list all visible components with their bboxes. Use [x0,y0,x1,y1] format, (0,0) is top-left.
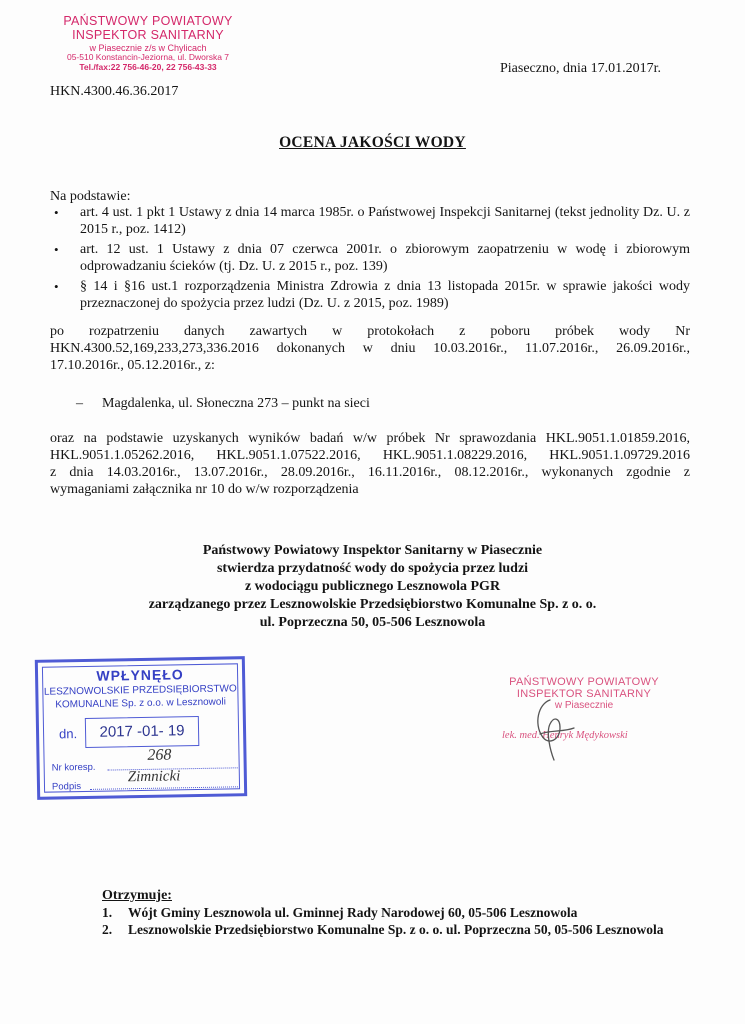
header-stamp-phone: Tel./fax:22 756-46-20, 22 756-43-33 [79,61,217,72]
recipient-number: 2. [102,922,113,937]
recipient-item [102,921,663,938]
legal-basis-item: • § 14 i §16 ust.1 rozporządzenia Ministra Zdrowia z dnia 13 listopada 2015r. w sprawie jakości wody przeznaczonej do spożycia przez ludzi (Dz. U. z 2015, poz. 1989) [50,278,690,312]
recipient-item [102,904,663,921]
header-stamp-address: 05-510 Konstancin-Jeziorna, ul. Dworska 7 [66,52,230,63]
decision-line: ul. Poprzeczna 50, 05-506 Lesznowola [259,615,486,630]
signature-stamp-line: PAŃSTWOWY POWIATOWY [509,676,659,688]
inspector-name: lek. med. Henryk Mędykowski [502,730,628,741]
signature-label: Podpis [51,781,82,793]
header-stamp-line: w Piasecznie z/s w Chylicach [89,42,207,53]
protocol-line: 17.10.2016r., 05.12.2016r., z: [50,358,215,373]
handwritten-signature: Zimnicki [127,768,181,786]
legal-basis-intro: Na podstawie: [50,189,131,204]
protocol-paragraph [50,323,690,374]
results-paragraph [50,430,690,498]
sampling-point-text: Magdalenka, ul. Słoneczna 273 – punkt na sieci [102,396,370,411]
received-date-label: dn. [58,726,78,742]
received-stamp-title: WPŁYNĘŁO [96,666,184,684]
protocol-line: po rozpatrzeniu danych zawartych w protokołach z poboru próbek wody Nr [50,324,690,339]
reference-number: HKN.4300.46.36.2017 [50,84,179,99]
correspondence-number-label: Nr koresp. [51,761,96,774]
decision-line: zarządzanego przez Lesznowolskie Przedsiębiorstwo Komunalne Sp. z o. o. [148,597,597,612]
results-line: z dnia 14.03.2016r., 13.07.2016r., 28.09.2016r., 16.11.2016r., 08.12.2016r., wykonanych zgodnie z [50,465,690,480]
decision-line: Państwowy Powiatowy Inspektor Sanitarny w Piasecznie [202,543,543,558]
protocol-line: HKN.4300.52,169,233,273,336.2016 dokonanych w dniu 10.03.2016r., 11.07.2016r., 26.09.2016r., [50,341,690,356]
recipient-number: 1. [102,905,113,920]
sanitary-inspector-header-stamp [58,14,238,73]
legal-basis-list [50,204,690,315]
sampling-point-dash: – [76,396,83,411]
received-date-value: 2017 -01- 19 [85,716,200,748]
decision-block [0,542,745,632]
legal-basis-item: • art. 12 ust. 1 Ustawy z dnia 07 czerwca 2001r. o zbiorowym zaopatrzeniu w wodę i zbiorowym odprowadzaniu ścieków (tj. Dz. U. z 2015 r., poz. 139) [50,241,690,275]
decision-line: z wodociągu publicznego Lesznowola PGR [244,579,501,594]
header-stamp-line: INSPEKTOR SANITARNY [72,28,224,43]
signature-stamp-line: INSPEKTOR SANITARNY [516,688,652,700]
results-line: oraz na podstawie uzyskanych wyników badań w/w próbek Nr sprawozdania HKL.9051.1.01859.2016, [50,431,690,446]
results-line: HKL.9051.1.05262.2016, HKL.9051.1.07522.2016, HKL.9051.1.08229.2016, HKL.9051.1.09729.2016 [50,448,690,463]
recipients-title: Otrzymuje: [102,888,172,903]
received-stamp-org: KOMUNALNE Sp. z o.o. w Lesznowoli [55,696,226,711]
signature-stamp-line: w Piasecznie [554,700,614,711]
place-and-date: Piaseczno, dnia 17.01.2017r. [500,61,661,76]
recipients-list [102,904,663,938]
document-title: OCENA JAKOŚCI WODY [279,134,466,151]
results-line: wymaganiami załącznika nr 10 do w/w rozporządzenia [50,482,359,497]
decision-line: stwierdza przydatność wody do spożycia przez ludzi [216,561,529,576]
recipient-text: Lesznowolskie Przedsiębiorstwo Komunalne Sp. z o. o. ul. Poprzeczna 50, 05-506 Lesznowola [128,922,664,937]
sampling-point [76,395,370,412]
signature-scribble-icon [520,694,580,764]
received-stamp [35,656,247,800]
recipient-text: Wójt Gminy Lesznowola ul. Gminnej Rady Narodowej 60, 05-506 Lesznowola [128,905,578,920]
correspondence-number-value: 268 [147,746,172,764]
legal-basis-item: • art. 4 ust. 1 pkt 1 Ustawy z dnia 14 marca 1985r. o Państwowej Inspekcji Sanitarnej (tekst jednolity Dz. U. z 2015 r., poz. 1412) [50,204,690,238]
header-stamp-line: PAŃSTWOWY POWIATOWY [63,14,233,28]
received-stamp-org: LESZNOWOLSKIE PRZEDSIĘBIORSTWO [43,683,237,698]
